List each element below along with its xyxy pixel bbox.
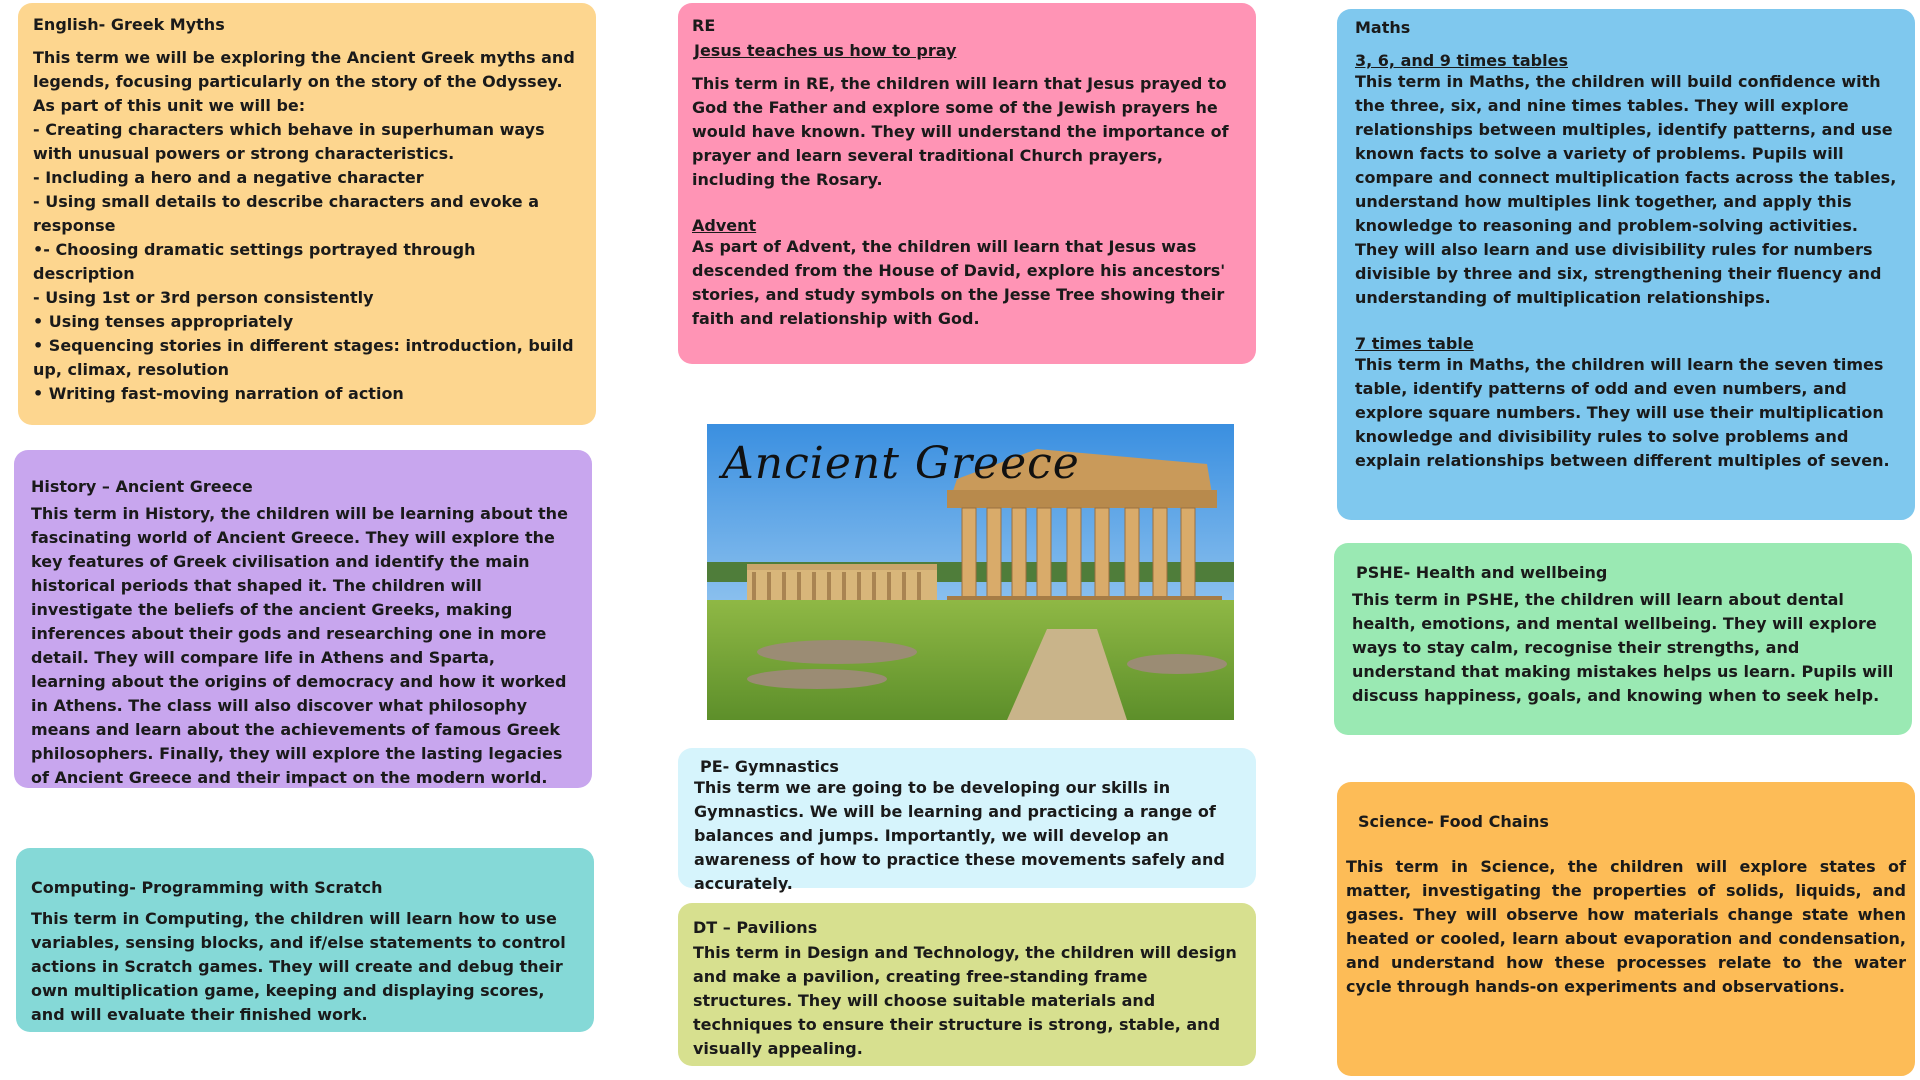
english-item: • Sequencing stories in different stages: introduction, build up, climax, resolution (33, 336, 574, 379)
dt-body: This term in Design and Technology, the children will design and make a pavilion, creating free-standing frame structures. They will choose suitable materials and techniques to ensure their structure is strong, stable, and visually appealing. (693, 943, 1237, 1058)
history-body: This term in History, the children will be learning about the fascinating world of Ancient Greece. They will explore the key features of Greek civilisation and identify the main historical periods that shaped it. The children will investigate the beliefs of the ancient Greeks, making inferences about their gods and researching one in more detail. They will compare life in Athens and Sparta, learning about the origins of democracy and how it worked in Athens. The class will also discover what philosophy means and learn about the achievements of famous Greek philosophers. Finally, they will explore the lasting legacies of Ancient Greece and their impact on the modern world. (31, 504, 568, 787)
english-item: - Creating characters which behave in superhuman ways with unusual powers or strong characteristics. (33, 120, 545, 163)
science-body: This term in Science, the children will explore states of matter, investigating the properties of solids, liquids, and gases. They will observe how materials change state when heated or cooled, learn about evaporation and condensation, and understand how these processes relate to the water cycle through hands-on experiments and observations. (1346, 857, 1906, 996)
dt-title: DT – Pavilions (693, 918, 818, 937)
english-intro: This term we will be exploring the Ancient Greek myths and legends, focusing particularly on the story of the Odyssey. As part of this unit we will be: (33, 48, 575, 115)
maths-panel (1337, 9, 1915, 520)
english-title: English- Greek Myths (33, 15, 225, 34)
pshe-panel (1334, 543, 1912, 735)
science-title: Science- Food Chains (1358, 812, 1549, 831)
re-title: RE (692, 16, 716, 35)
english-item: •- Choosing dramatic settings portrayed through description (33, 240, 476, 283)
pe-title: PE- Gymnastics (700, 757, 839, 776)
science-panel (1337, 782, 1915, 1076)
computing-title: Computing- Programming with Scratch (31, 878, 383, 897)
computing-body: This term in Computing, the children will learn how to use variables, sensing blocks, and if/else statements to control actions in Scratch games. They will create and debug their own multiplication game, keeping and displaying scores, and will evaluate their finished work. (31, 909, 566, 1024)
pe-panel (678, 748, 1256, 893)
computing-panel (16, 848, 594, 1032)
re-subtitle: Jesus teaches us how to pray (694, 41, 957, 60)
dt-panel (678, 903, 1256, 1066)
advent-heading: Advent (692, 216, 757, 235)
pshe-body: This term in PSHE, the children will learn about dental health, emotions, and mental wellbeing. They will explore ways to stay calm, recognise their strengths, and understand that making mistakes helps us learn. Pupils will discuss happiness, goals, and knowing when to seek help. (1352, 590, 1894, 705)
advent-body: As part of Advent, the children will learn that Jesus was descended from the House of David, explore his ancestors' stories, and study symbols on the Jesse Tree showing their faith and relationship with God. (692, 237, 1226, 328)
english-item: - Using small details to describe characters and evoke a response (33, 192, 539, 235)
maths-body-369: This term in Maths, the children will build confidence with the three, six, and nine times tables. They will explore relationships between multiples, identify patterns, and use known facts to solve a variety of problems. Pupils will compare and connect multiplication facts across the tables, understand how multiples link together, and apply this knowledge to reasoning and problem-solving activities. They will also learn and use divisibility rules for numbers divisible by three and six, strengthening their fluency and understanding of multiplication relationships. (1355, 72, 1897, 307)
history-title: History – Ancient Greece (31, 477, 253, 496)
english-item: - Using 1st or 3rd person consistently (33, 288, 374, 307)
maths-title: Maths (1355, 18, 1411, 37)
image-caption: Ancient Greece (722, 438, 1080, 489)
re-body: This term in RE, the children will learn that Jesus prayed to God the Father and explore some of the Jewish prayers he would have known. They will understand the importance of prayer and learn several traditional Church prayers, including the Rosary. (692, 74, 1229, 189)
maths-body-7: This term in Maths, the children will learn the seven times table, identify patterns of odd and even numbers, and explore square numbers. They will use their multiplication knowledge and divisibility rules to solve problems and explain relationships between different multiples of seven. (1355, 355, 1890, 470)
pshe-title: PSHE- Health and wellbeing (1356, 563, 1608, 582)
english-item: - Including a hero and a negative character (33, 168, 424, 187)
english-item: • Writing fast-moving narration of action (33, 384, 404, 403)
ancient-greece-image (707, 424, 1234, 720)
pe-body: This term we are going to be developing our skills in Gymnastics. We will be learning and practicing a range of balances and jumps. Importantly, we will develop an awareness of how to practice these movements safely and accurately. (694, 778, 1225, 893)
english-panel (18, 3, 596, 425)
maths-heading-7: 7 times table (1355, 334, 1474, 353)
history-panel (14, 450, 592, 788)
english-list (33, 118, 581, 406)
english-item: • Using tenses appropriately (33, 312, 294, 331)
maths-heading-369: 3, 6, and 9 times tables (1355, 51, 1568, 70)
re-panel (678, 3, 1256, 364)
